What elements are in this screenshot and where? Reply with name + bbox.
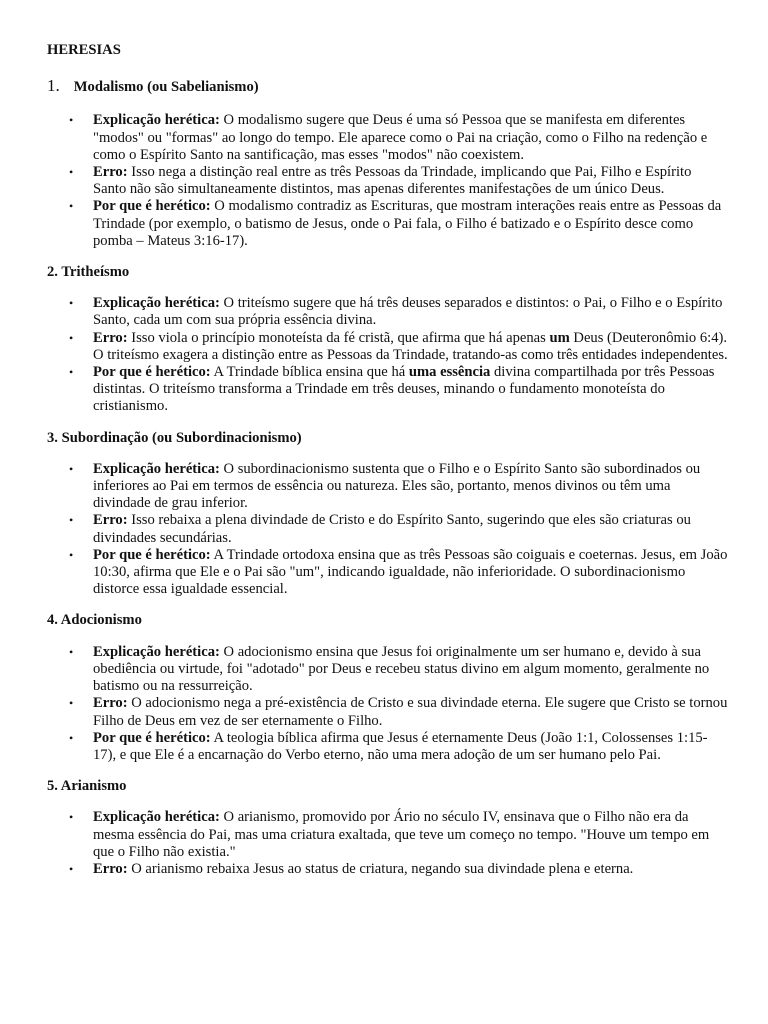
item-text: O modalismo contradiz as Escrituras, que mostram interações reais entre as Pessoas da Trindade (por exemplo, o batismo de Jesus, onde o Pai fala, o Filho é batizado e o Espírito desce como pomba – Mateus 3:16-17).	[93, 198, 722, 249]
item-label: Erro:	[93, 329, 128, 346]
item-label: Por que é herético:	[93, 364, 211, 381]
list-item	[47, 512, 728, 546]
bullet-icon: •	[69, 730, 74, 745]
section-modalismo	[47, 77, 728, 250]
bullet-icon: •	[69, 365, 74, 380]
item-text: O subordinacionismo sustenta que o Filho e o Espírito Santo são subordinados ou inferiores ao Pai em termos de essência ou natureza. Eles são, portanto, menos divinos ou têm uma divindade de grau inferior.	[93, 460, 701, 512]
list-item	[47, 330, 728, 364]
item-text: Deus (Deuteronômio 6:4). O triteísmo exagera a distinção entre as Pessoas da Trindade, tratando-as como três entidades independentes.	[93, 329, 728, 363]
item-text: A Trindade ortodoxa ensina que as três Pessoas são coiguais e coeternas. Jesus, em João 10:30, afirma que Ele e o Pai são "um", indicando igualdade, não inferioridade. O subordinacionismo distorce essa igualdade essencial.	[93, 546, 728, 598]
document-title: HERESIAS	[47, 42, 121, 58]
item-label: Erro:	[93, 512, 128, 529]
list-item	[47, 164, 728, 198]
item-text: O triteísmo sugere que há três deuses separados e distintos: o Pai, o Filho e o Espírito Santo, cada um com sua própria essência divina.	[93, 295, 723, 329]
bullet-list	[47, 461, 728, 599]
bullet-icon: •	[69, 696, 74, 711]
list-item	[47, 295, 728, 329]
item-emphasis: uma essência	[408, 364, 491, 381]
list-item	[47, 547, 728, 599]
item-emphasis: um	[549, 329, 570, 346]
bullet-icon: •	[69, 810, 74, 825]
list-item	[47, 861, 728, 878]
list-item	[47, 198, 728, 250]
item-label: Por que é herético:	[93, 729, 211, 746]
item-text: divina compartilhada por três Pessoas distintas. O triteísmo transforma a Trindade em três deuses, minando o fundamento monoteísta do cristianismo.	[93, 364, 715, 415]
section-title: Modalismo (ou Sabelianismo)	[73, 79, 259, 96]
bullet-icon: •	[69, 547, 74, 562]
section-heading: 5. Arianismo	[47, 778, 127, 795]
bullet-list	[47, 644, 728, 764]
bullet-list	[47, 112, 728, 250]
bullet-icon: •	[69, 296, 74, 311]
item-text: Isso rebaixa a plena divindade de Cristo e do Espírito Santo, sugerindo que eles são criaturas ou divindades secundárias.	[93, 512, 691, 546]
bullet-icon: •	[69, 461, 74, 476]
bullet-icon: •	[69, 644, 74, 659]
item-label: Por que é herético:	[93, 546, 211, 563]
item-text: O adocionismo nega a pré-existência de Cristo e sua divindade eterna. Ele sugere que Cristo se tornou Filho de Deus em vez de ser eternamente o Filho.	[93, 695, 728, 729]
item-label: Erro:	[93, 695, 128, 712]
item-text: Isso nega a distinção real entre as três Pessoas da Trindade, implicando que Pai, Filho e Espírito Santo não são simultaneamente distintos, mas apenas diferentes manifestações de um único Deus.	[93, 164, 692, 198]
section-heading: 2. Tritheísmo	[47, 264, 130, 281]
item-label: Explicação herética:	[93, 295, 220, 312]
section-heading	[47, 77, 728, 96]
list-item	[47, 644, 728, 696]
section-heading: 3. Subordinação (ou Subordinacionismo)	[47, 429, 302, 446]
item-text: A Trindade bíblica ensina que há	[210, 364, 409, 381]
bullet-list	[47, 809, 728, 878]
item-text: O modalismo sugere que Deus é uma só Pessoa que se manifesta em diferentes "modos" ou "formas" ao longo do tempo. Ele aparece como o Pai na criação, como o Filho na redenção e como o Espírito Santo na santificação, mas esses "modos" não coexistem.	[93, 112, 708, 163]
item-text: A teologia bíblica afirma que Jesus é eternamente Deus (João 1:1, Colossenses 1:15-17), e que Ele é a encarnação do Verbo eterno, não uma mera adoção de um ser humano pelo Pai.	[93, 729, 708, 763]
bullet-icon: •	[69, 199, 74, 214]
bullet-icon: •	[69, 165, 74, 180]
item-text: O arianismo, promovido por Ário no século IV, ensinava que o Filho não era da mesma essência do Pai, mas uma criatura exaltada, que teve um começo no tempo. "Houve um tempo em que o Filho não existia."	[93, 809, 710, 860]
bullet-list	[47, 295, 728, 415]
item-text: O adocionismo ensina que Jesus foi originalmente um ser humano e, devido à sua obediência ou virtude, foi "adotado" por Deus e recebeu status divino em algum momento, geralmente no batismo ou na ressurreição.	[93, 643, 710, 695]
section-number: 1.	[47, 76, 60, 96]
item-label: Explicação herética:	[93, 112, 220, 129]
bullet-icon: •	[69, 861, 74, 876]
bullet-icon: •	[69, 330, 74, 345]
bullet-icon: •	[69, 113, 74, 128]
item-label: Erro:	[93, 164, 128, 181]
section-tritheismo	[47, 264, 728, 416]
item-label: Explicação herética:	[93, 643, 220, 660]
item-label: Por que é herético:	[93, 198, 211, 215]
list-item	[47, 730, 728, 764]
section-heading: 4. Adocionismo	[47, 612, 142, 629]
list-item	[47, 364, 728, 416]
item-label: Explicação herética:	[93, 809, 220, 826]
list-item	[47, 695, 728, 729]
bullet-icon: •	[69, 513, 74, 528]
list-item	[47, 461, 728, 513]
item-label: Erro:	[93, 860, 128, 877]
section-arianismo	[47, 778, 728, 878]
item-text: O arianismo rebaixa Jesus ao status de criatura, negando sua divindade plena e eterna.	[127, 860, 634, 877]
item-label: Explicação herética:	[93, 460, 220, 477]
list-item	[47, 112, 728, 164]
item-text: Isso viola o princípio monoteísta da fé cristã, que afirma que há apenas	[127, 329, 550, 346]
list-item	[47, 809, 728, 861]
section-adocionismo	[47, 612, 728, 764]
section-subordinacao	[47, 430, 728, 599]
